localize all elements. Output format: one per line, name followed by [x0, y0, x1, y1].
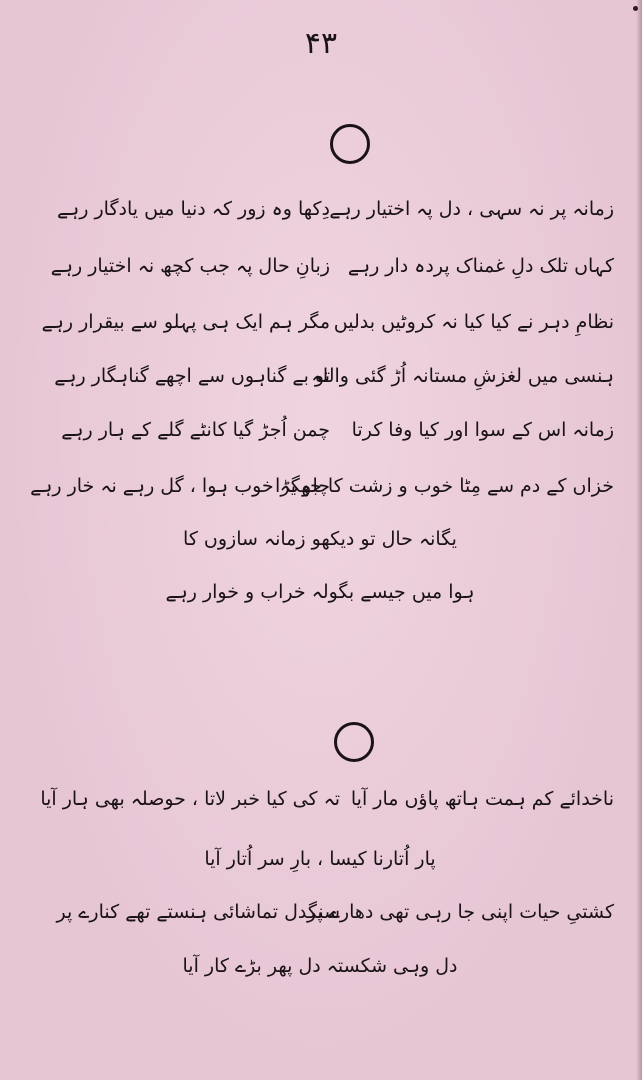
page-edge-shadow	[636, 0, 642, 1080]
ghazal2-line-1-left: تہ کی کیا خبر لاتا ، حوصلہ بھی ہار آیا	[40, 788, 340, 810]
ghazal1-couplet-3-left: مگر ہم ایک ہی پہلو سے بیقرار رہے	[41, 311, 330, 333]
ghazal1-couplet-6-right: خزاں کے دم سے مِٹا خوب و زشت کا جھگڑا	[275, 475, 614, 497]
ghazal2-line-3-left: سنگدل تماشائی ہنستے تھے کنارے پر	[56, 901, 340, 923]
ghazal1-couplet-4-right: ہنسی میں لغزشِ مستانہ اُڑ گئی واللہ	[311, 365, 614, 387]
ghazal1-maqta-line-2: ہوا میں جیسے بگولہ خراب و خوار رہے	[165, 581, 475, 603]
page-number: ۴۳	[304, 26, 338, 61]
ghazal1-couplet-2-right: کہاں تلک دلِ غمناک پردہ دار رہے	[347, 255, 614, 277]
ghazal1-couplet-6-left: چلو یہ خوب ہوا ، گل رہے نہ خار رہے	[30, 475, 330, 497]
ghazal1-couplet-5-left: چمن اُجڑ گیا کانٹے گلے کے ہار رہے	[61, 419, 330, 441]
ghazal1-couplet-5-right: زمانہ اس کے سوا اور کیا وفا کرتا	[351, 419, 614, 441]
ghazal2-line-4-center: دل وہی شکستہ دل پھر بڑے کار آیا	[182, 955, 458, 977]
ghazal2-line-2-center: پار اُتارنا کیسا ، بارِ سر اُتار آیا	[204, 848, 436, 870]
section-divider-circle-icon	[330, 124, 370, 164]
ghazal1-maqta-line-1: یگانہ حال تو دیکھو زمانہ سازوں کا	[183, 528, 457, 550]
ghazal1-couplet-3-right: نظامِ دہر نے کیا کیا نہ کروٹیں بدلیں	[333, 311, 614, 333]
ghazal1-couplet-1-right: زمانہ پر نہ سہی ، دل پہ اختیار رہے	[329, 198, 614, 220]
ghazal2-line-3-right: کشتیِ حیات اپنی جا رہی تھی دھارے پر	[306, 901, 614, 923]
ghazal1-couplet-2-left: زبانِ حال پہ جب کچھ نہ اختیار رہے	[50, 255, 330, 277]
ghazal1-couplet-1-left: دِکھا وہ زور کہ دنیا میں یادگار رہے	[57, 198, 330, 220]
ghazal2-line-1-right: ناخدائے کم ہمت ہاتھ پاؤں مار آیا	[350, 788, 614, 810]
ink-dot	[633, 6, 638, 11]
ghazal1-couplet-4-left: تو بے گناہوں سے اچھے گناہگار رہے	[54, 365, 330, 387]
section-divider-circle-icon	[334, 722, 374, 762]
